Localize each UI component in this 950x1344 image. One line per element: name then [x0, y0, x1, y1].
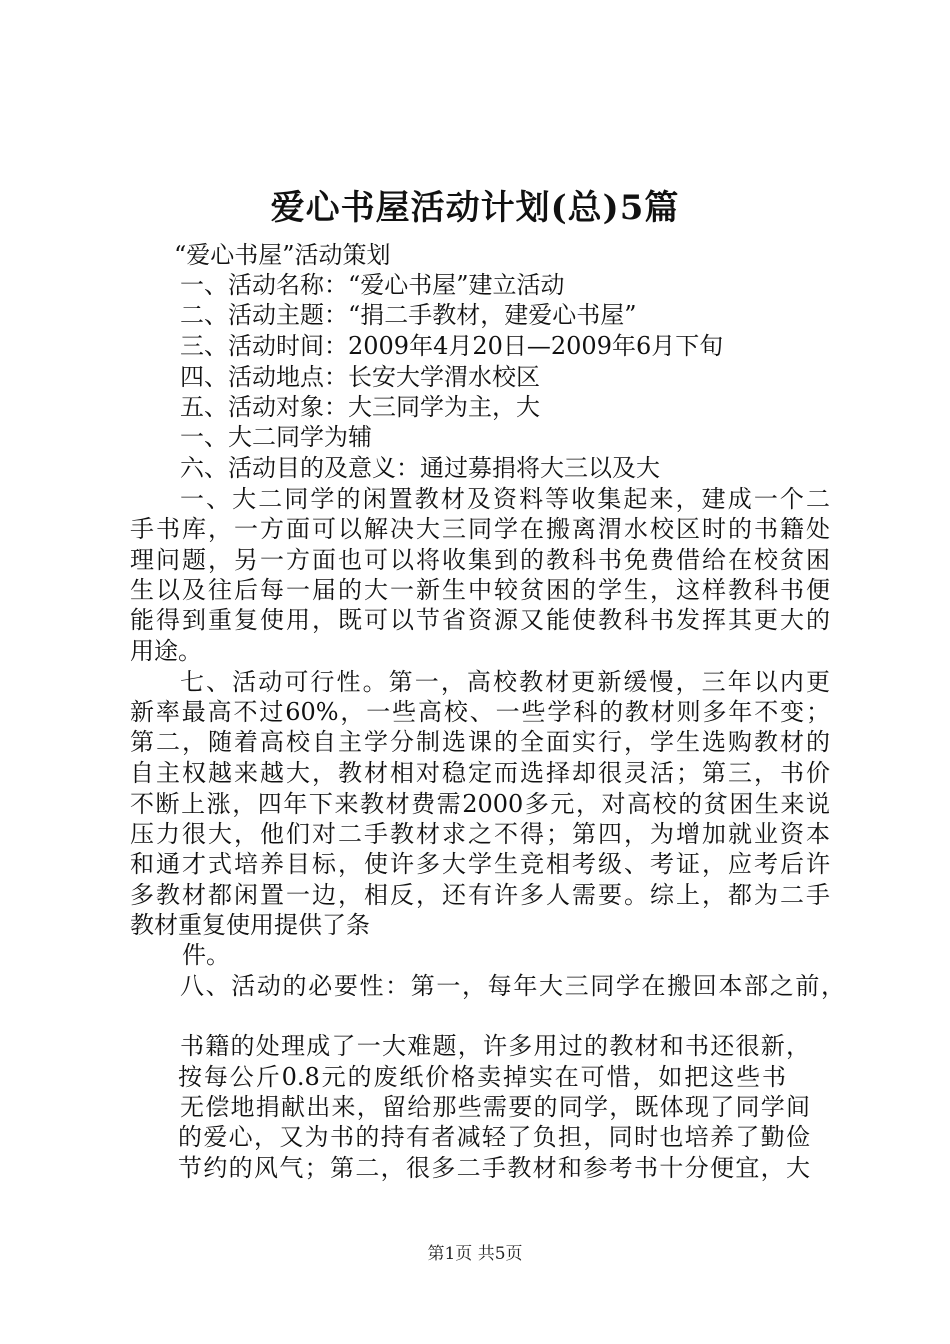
paragraph-line: 一、活动名称：“爱心书屋”建立活动 [180, 271, 565, 299]
paragraph-line: 件。 [182, 941, 230, 969]
paragraph-line: 的爱心，又为书的持有者减轻了负担，同时也培养了勤俭 [178, 1123, 810, 1151]
paragraph-line: 四、活动地点：长安大学渭水校区 [180, 363, 540, 391]
paragraph-line: 无偿地捐献出来，留给那些需要的同学，既体现了同学间 [180, 1093, 810, 1121]
paragraph-line: 生以及往后每一届的大一新生中较贫困的学生，这样教科书便 [130, 576, 830, 604]
paragraph-line: 教材重复使用提供了条 [130, 911, 370, 939]
paragraph-line: 用途。 [130, 637, 202, 665]
paragraph-line: 新率最高不过60%，一些高校、一些学科的教材则多年不变； [130, 698, 830, 726]
paragraph-line: 五、活动对象：大三同学为主，大 [180, 393, 540, 421]
page-number-footer: 第1页 共5页 [427, 1244, 523, 1264]
paragraph-line: 自主权越来越大，教材相对稳定而选择却很灵活；第三，书价 [130, 759, 830, 787]
paragraph-line: 书籍的处理成了一大难题，许多用过的教材和书还很新， [180, 1032, 810, 1060]
paragraph-line: 三、活动时间：2009年4月20日—2009年6月下旬 [180, 332, 724, 360]
document-title: 爱心书屋活动计划(总)5篇 [270, 188, 680, 228]
paragraph-line: 节约的风气；第二，很多二手教材和参考书十分便宜，大 [178, 1154, 810, 1182]
paragraph-line: 和通才式培养目标，使许多大学生竞相考级、考证，应考后许 [130, 850, 830, 878]
paragraph-line: 二、活动主题：“捐二手教材，建爱心书屋” [180, 301, 637, 329]
paragraph-line: 六、活动目的及意义：通过募捐将大三以及大 [180, 454, 660, 482]
paragraph-line: 压力很大，他们对二手教材求之不得；第四，为增加就业资本 [130, 820, 830, 848]
paragraph-line: 理问题，另一方面也可以将收集到的教科书免费借给在校贫困 [130, 546, 830, 574]
paragraph-line: 一、大二同学为辅 [180, 423, 372, 451]
paragraph-line: 能得到重复使用，既可以节省资源又能使教科书发挥其更大的 [130, 606, 830, 634]
paragraph-line: “爱心书屋”活动策划 [174, 241, 391, 269]
paragraph-line: 七、活动可行性。第一，高校教材更新缓慢，三年以内更 [180, 668, 830, 696]
paragraph-line: 八、活动的必要性：第一，每年大三同学在搬回本部之前， [180, 972, 845, 1000]
paragraph-line: 多教材都闲置一边，相反，还有许多人需要。综上，都为二手 [130, 881, 830, 909]
paragraph-line: 第二，随着高校自主学分制选课的全面实行，学生选购教材的 [130, 728, 830, 756]
paragraph-line: 手书库，一方面可以解决大三同学在搬离渭水校区时的书籍处 [130, 515, 830, 543]
paragraph-line: 按每公斤0.8元的废纸价格卖掉实在可惜，如把这些书 [178, 1063, 786, 1091]
paragraph-line: 不断上涨，四年下来教材费需2000多元，对高校的贫困生来说 [130, 790, 830, 818]
paragraph-line: 一、大二同学的闲置教材及资料等收集起来，建成一个二 [180, 485, 830, 513]
